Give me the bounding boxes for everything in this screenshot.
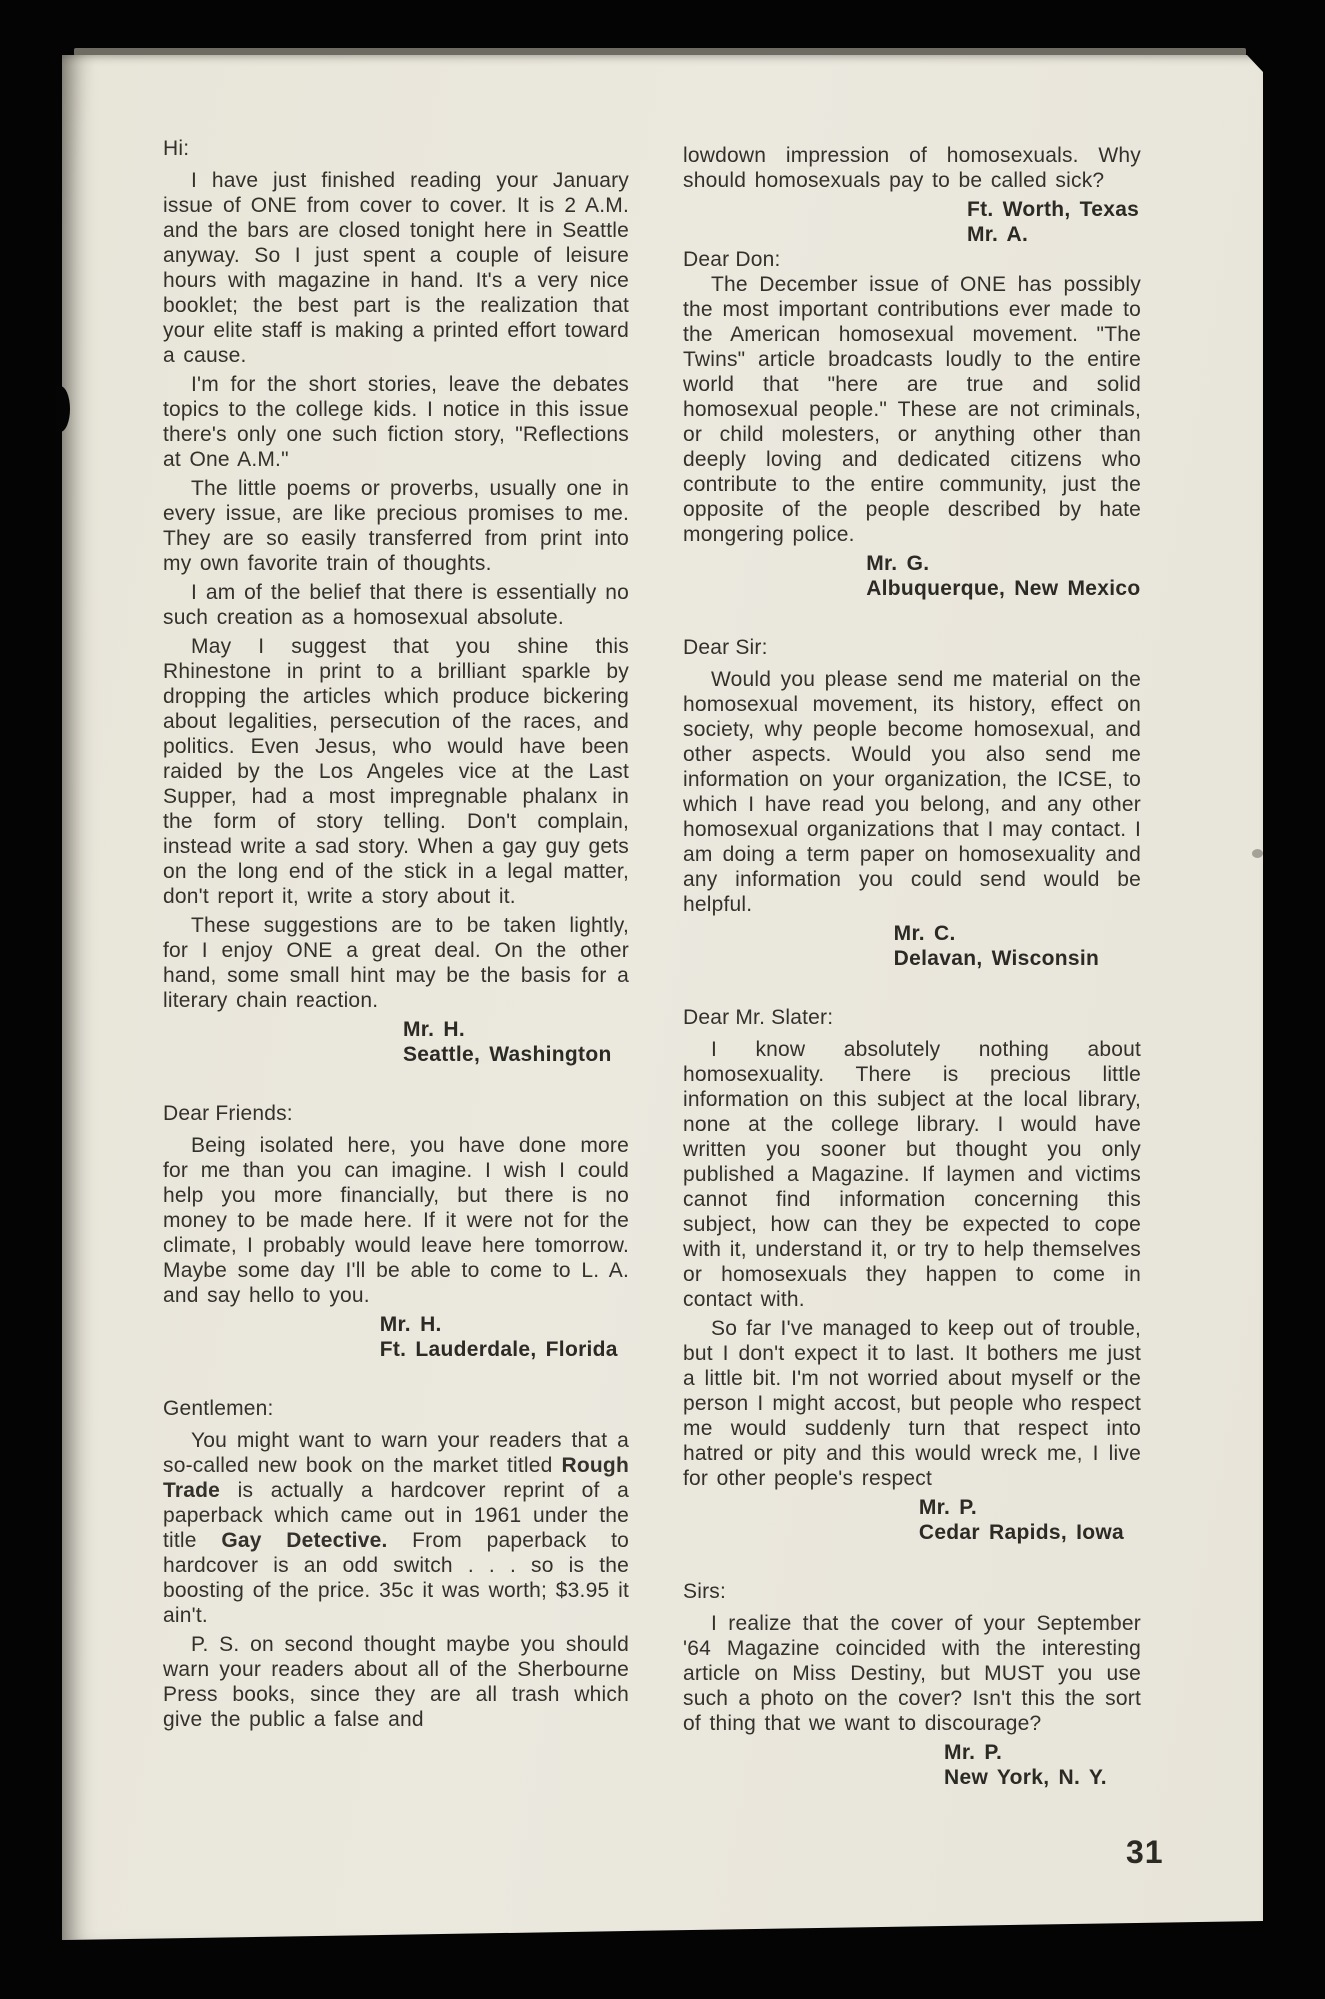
paper-top-edge <box>74 48 1246 56</box>
signature-line: Ft. Lauderdale, Florida <box>379 1338 618 1361</box>
signature-line: Seattle, Washington <box>402 1043 612 1066</box>
letter-signature <box>919 1495 1141 1545</box>
paragraph-text: I know absolutely nothing about homosexuality. There is precious little information on this subject at the local library, none at the college library. I would have written you sooner but thought you only published a Magazine. If laymen and victims cannot find information concerning this subject, how can they be expected to cope with it, understand it, or try to help themselves or homosexuals they happen to come in contact with. <box>683 1038 1141 1311</box>
signature-line: Mr. P. <box>918 1496 977 1519</box>
letter-salutation: Hi: <box>163 137 190 160</box>
letter-paragraph <box>163 1632 629 1732</box>
letter-paragraph <box>683 1611 1141 1736</box>
letter-signature <box>866 551 1141 601</box>
letter-paragraph <box>163 913 629 1013</box>
signature-line: Albuquerque, New Mexico <box>866 577 1141 600</box>
paragraph-text: Being isolated here, you have done more for me than you can imagine. I wish I could help you more financially, but there is no money to be made here. If it were not for the climate, I probably would leave here tomorrow. Maybe some day I'll be able to come to L. A. and say hello to you. <box>163 1134 629 1307</box>
letter-paragraph <box>163 1133 629 1308</box>
paragraph-text: I realize that the cover of your September '64 Magazine coincided with the interesting article on Miss Destiny, but MUST you use such a photo on the cover? Isn't this the sort of thing that we want to discourage? <box>683 1612 1141 1735</box>
letter-salutation: Dear Mr. Slater: <box>683 1006 834 1029</box>
book-title-bold: Gay Detective. <box>221 1529 388 1552</box>
letter-paragraph <box>683 143 1141 193</box>
letter-paragraph <box>163 372 629 472</box>
paragraph-text: I am of the belief that there is essentially no such creation as a homosexual absolute. <box>163 581 629 629</box>
paragraph-text: The December issue of ONE has possibly the most important contributions ever made to the American homosexual movement. "The Twins" article broadcasts loudly to the entire world that "here are true and solid homosexual people." These are not criminals, or child molesters, or anything other than deeply loving and dedicated citizens who contribute to the entire community, just the opposite of the people described by hate mongering police. <box>683 273 1141 546</box>
letter-paragraph <box>683 667 1141 917</box>
signature-line: Mr. P. <box>944 1741 1003 1764</box>
paragraph-text: lowdown impression of homosexuals. Why should homosexuals pay to be called sick? <box>683 144 1141 192</box>
letters-column-right <box>683 143 1141 1790</box>
letter-signature <box>403 1017 629 1067</box>
letter-signature <box>944 1740 1141 1790</box>
paragraph-text: Would you please send me material on the homosexual movement, its history, effect on society, why people become homosexual, and other aspects. Would you also send me information on your organization, the ICSE, to which I have read you belong, and any other homosexual organizations that I may contact. I am doing a term paper on homosexuality and any information you could send would be helpful. <box>683 668 1141 916</box>
paragraph-text: From paperback to hardcover is an odd switch . . . so is the boosting of the price. 35c it was worth; $3.95 it ain't. <box>163 1529 629 1627</box>
signature-line: Delavan, Wisconsin <box>893 947 1100 970</box>
paragraph-text: I have just finished reading your January issue of ONE from cover to cover. It is 2 A.M. and the bars are closed tonight here in Seattle anyway. So I just spent a couple of leisure hours with magazine in hand. It's a very nice booklet; the best part is the realization that your elite staff is making a printed effort toward a cause. <box>163 169 629 367</box>
signature-line: Mr. H. <box>379 1313 442 1336</box>
letter-paragraph <box>163 634 629 909</box>
letter-salutation: Dear Friends: <box>163 1102 293 1125</box>
letters-column-left <box>163 136 629 1736</box>
paragraph-text: These suggestions are to be taken lightly, for I enjoy ONE a great deal. On the other hand, some small hint may be the basis for a literary chain reaction. <box>163 914 629 1012</box>
letter-paragraph <box>683 1037 1141 1312</box>
paragraph-text: P. S. on second thought maybe you should warn your readers about all of the Sherbourne Press books, since they are all trash which give the public a false and <box>163 1633 629 1731</box>
paragraph-text: So far I've managed to keep out of trouble, but I don't expect it to last. It bothers me just a little bit. I'm not worried about myself or the person I might accost, but people who respect me would suddenly turn that respect into hatred or pity and this would wreck me, I live for other people's respect <box>683 1317 1141 1490</box>
letter-signature <box>894 921 1141 971</box>
paragraph-text: I'm for the short stories, leave the debates topics to the college kids. I notice in this issue there's only one such fiction story, "Reflections at One A.M." <box>163 373 629 471</box>
signature-line: Mr. H. <box>402 1018 465 1041</box>
letter-signature <box>967 197 1141 247</box>
signature-line: Cedar Rapids, Iowa <box>918 1521 1124 1544</box>
paragraph-text: The little poems or proverbs, usually one in every issue, are like precious promises to me. They are so easily transferred from print into my own favorite train of thoughts. <box>163 477 629 575</box>
signature-line: Mr. C. <box>893 922 956 945</box>
signature-line: New York, N. Y. <box>944 1766 1107 1789</box>
letter-paragraph <box>683 272 1141 547</box>
letter-salutation: Dear Don: <box>683 248 781 271</box>
letter-salutation: Sirs: <box>683 1580 726 1603</box>
signature-line: Mr. G. <box>866 552 930 575</box>
letter-paragraph <box>163 168 629 368</box>
letter-signature <box>380 1312 629 1362</box>
letter-salutation: Dear Sir: <box>683 636 768 659</box>
paragraph-text: You might want to warn your readers that a so-called new book on the market titled <box>163 1429 629 1477</box>
page-number: 31 <box>1126 1834 1164 1870</box>
scan-artifact-right-smudge <box>1252 849 1263 858</box>
letter-paragraph <box>163 580 629 630</box>
letter-salutation: Gentlemen: <box>163 1397 274 1420</box>
signature-line: Mr. A. <box>966 223 1029 246</box>
signature-line: Ft. Worth, Texas <box>966 198 1140 221</box>
paragraph-text: is actually a hardcover reprint of a paperback which came out in 1961 under the title <box>163 1479 629 1552</box>
letter-paragraph <box>163 476 629 576</box>
book-title-bold: Rough Trade <box>163 1454 629 1502</box>
letter-paragraph <box>683 1316 1141 1491</box>
letter-paragraph <box>163 1428 629 1628</box>
paragraph-text: May I suggest that you shine this Rhinestone in print to a brilliant sparkle by dropping the articles which produce bickering about legalities, persecution of the races, and politics. Even Jesus, who would have been raided by the Los Angeles vice at the Last Supper, had a most impregnable phalanx in the form of story telling. Don't complain, instead write a sad story. When a gay guy gets on the long end of the stick in a legal matter, don't report it, write a story about it. <box>163 635 629 908</box>
